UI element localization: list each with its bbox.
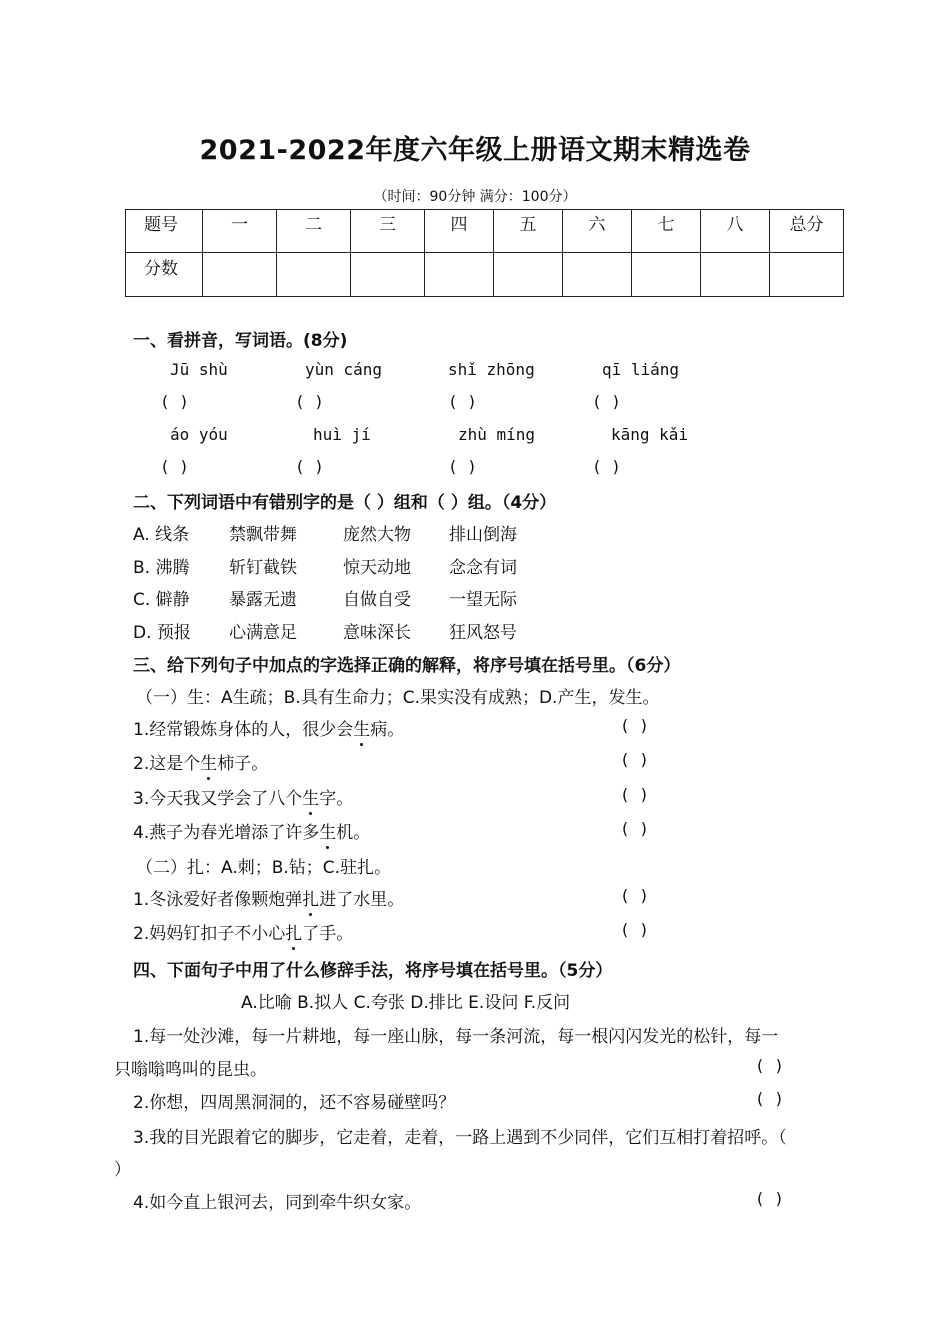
q2-option-c-4: 一望无际 — [449, 590, 517, 610]
q2-option-b-1: B. 沸腾 — [133, 558, 190, 578]
q2-option-b-3: 惊天动地 — [343, 558, 411, 578]
score-table-header-row — [126, 210, 844, 253]
score-blank-cell[interactable] — [632, 253, 701, 297]
q2-option-a-4: 排山倒海 — [449, 525, 517, 545]
pinyin-5: áo yóu — [170, 425, 228, 444]
answer-bracket-6[interactable]: ( ) — [295, 457, 324, 476]
q3-answer-bracket-3[interactable]: ( ) — [620, 785, 649, 804]
answer-bracket-5[interactable]: ( ) — [160, 457, 189, 476]
pinyin-4: qī liáng — [602, 360, 680, 379]
answer-bracket-1[interactable]: ( ) — [160, 392, 189, 411]
score-blank-cell[interactable] — [701, 253, 770, 297]
q2-option-c-1: C. 僻静 — [133, 590, 190, 610]
q3-part2-definitions: （二）扎：A.刺；B.钻；C.驻扎。 — [136, 858, 392, 878]
q2-option-c-2: 暴露无遗 — [229, 590, 297, 610]
pinyin-6: huì jí — [313, 425, 371, 444]
q3-answer-bracket-5[interactable]: ( ) — [620, 886, 649, 905]
q4-heading: 四、下面句子中用了什么修辞手法，将序号填在括号里。（5分） — [133, 961, 613, 981]
dotted-char: 生 — [319, 818, 336, 843]
sentence-text: 3.今天我又学会了八个 — [133, 789, 303, 809]
q3-sentence-1 — [133, 715, 404, 740]
score-blank-cell[interactable] — [277, 253, 351, 297]
pinyin-7: zhù míng — [458, 425, 536, 444]
q2-option-b-4: 念念有词 — [449, 558, 517, 578]
score-header-cell: 七 — [632, 210, 701, 253]
dotted-char: 扎 — [302, 885, 319, 910]
q3-answer-bracket-2[interactable]: ( ) — [620, 750, 649, 769]
score-header-cell: 六 — [563, 210, 632, 253]
exam-info: （时间：90分钟 满分：100分） — [373, 189, 577, 205]
score-blank-cell[interactable] — [351, 253, 425, 297]
q3-sentence-4 — [133, 818, 370, 843]
dotted-char: 生 — [200, 749, 217, 774]
q1-heading: 一、看拼音，写词语。(8分) — [133, 331, 348, 351]
q2-heading: 二、下列词语中有错别字的是（ ）组和（ ）组。（4分） — [133, 493, 557, 513]
page-title: 2021-2022年度六年级上册语文期末精选卷 — [199, 135, 751, 166]
q4-options: A.比喻 B.拟人 C.夸张 D.排比 E.设问 F.反问 — [241, 993, 571, 1013]
q4-sentence-4: 4.如今直上银河去，同到牵牛织女家。 — [133, 1193, 422, 1213]
score-blank-cell[interactable] — [494, 253, 563, 297]
q2-option-b-2: 斩钉截铁 — [229, 558, 297, 578]
sentence-text: 了手。 — [302, 924, 354, 944]
q4-answer-bracket-2[interactable]: ( ) — [755, 1089, 784, 1108]
score-header-cell: 一 — [203, 210, 277, 253]
q3-sentence-5 — [133, 885, 404, 910]
q3-answer-bracket-4[interactable]: ( ) — [620, 819, 649, 838]
score-header-cell: 三 — [351, 210, 425, 253]
answer-bracket-3[interactable]: ( ) — [448, 392, 477, 411]
score-blank-cell[interactable] — [563, 253, 632, 297]
q3-sentence-3 — [133, 784, 353, 809]
answer-bracket-8[interactable]: ( ) — [592, 457, 621, 476]
sentence-text: 1.经常锻炼身体的人，很少会 — [133, 720, 354, 740]
q4-sentence-3-line-2: ） — [114, 1160, 131, 1180]
score-blank-cell[interactable] — [770, 253, 844, 297]
q3-answer-bracket-6[interactable]: ( ) — [620, 920, 649, 939]
q4-sentence-3-line-1: 3.我的目光跟着它的脚步，它走着，走着，一路上遇到不少同伴，它们互相打着招呼。（ — [133, 1128, 787, 1148]
answer-bracket-4[interactable]: ( ) — [592, 392, 621, 411]
sentence-text: 柿子。 — [217, 754, 269, 774]
score-header-cell: 五 — [494, 210, 563, 253]
q4-sentence-1-line-2: 只嗡嗡鸣叫的昆虫。 — [114, 1060, 267, 1080]
q4-sentence-2: 2.你想，四周黑洞洞的，还不容易碰壁吗？ — [133, 1093, 456, 1113]
q2-option-a-3: 庞然大物 — [343, 525, 411, 545]
score-table — [125, 209, 844, 297]
sentence-text: 1.冬泳爱好者像颗炮弹 — [133, 890, 303, 910]
answer-bracket-2[interactable]: ( ) — [295, 392, 324, 411]
sentence-text: 4.燕子为春光增添了许多 — [133, 823, 320, 843]
q2-option-a-1: A. 线条 — [133, 525, 190, 545]
q2-option-d-1: D. 预报 — [133, 623, 191, 643]
q3-part1-definitions: （一）生：A生疏；B.具有生命力；C.果实没有成熟；D.产生，发生。 — [136, 688, 660, 708]
q3-answer-bracket-1[interactable]: ( ) — [620, 716, 649, 735]
sentence-text: 病。 — [370, 720, 405, 740]
score-table-score-row — [126, 253, 844, 297]
score-header-cell: 八 — [701, 210, 770, 253]
score-header-cell: 题号 — [126, 210, 203, 253]
sentence-text: 字。 — [319, 789, 354, 809]
q3-sentence-6 — [133, 919, 353, 944]
pinyin-8: kāng kǎi — [611, 425, 689, 444]
q2-option-d-2: 心满意足 — [229, 623, 297, 643]
answer-bracket-7[interactable]: ( ) — [448, 457, 477, 476]
score-header-cell: 总分 — [770, 210, 844, 253]
pinyin-3: shǐ zhōng — [448, 360, 535, 379]
sentence-text: 2.这是个 — [133, 754, 201, 774]
pinyin-2: yùn cáng — [305, 360, 383, 379]
q3-heading: 三、给下列句子中加点的字选择正确的解释，将序号填在括号里。（6分） — [133, 656, 681, 676]
score-header-cell: 二 — [277, 210, 351, 253]
score-blank-cell[interactable] — [203, 253, 277, 297]
q3-sentence-2 — [133, 749, 268, 774]
score-blank-cell[interactable] — [425, 253, 494, 297]
q2-option-c-3: 自做自受 — [343, 590, 411, 610]
q4-sentence-1-line-1: 1.每一处沙滩，每一片耕地，每一座山脉，每一条河流，每一根闪闪发光的松针，每一 — [133, 1027, 779, 1047]
q2-option-d-4: 狂风怒号 — [449, 623, 517, 643]
q4-answer-bracket-1[interactable]: ( ) — [755, 1056, 784, 1075]
score-row-label: 分数 — [126, 253, 203, 297]
score-header-cell: 四 — [425, 210, 494, 253]
dotted-char: 生 — [353, 715, 370, 740]
q2-option-d-3: 意味深长 — [343, 623, 411, 643]
sentence-text: 2.妈妈钉扣子不小心 — [133, 924, 286, 944]
q4-answer-bracket-4[interactable]: ( ) — [755, 1189, 784, 1208]
sentence-text: 机。 — [336, 823, 371, 843]
dotted-char: 扎 — [285, 919, 302, 944]
pinyin-1: Jū shù — [170, 360, 228, 379]
dotted-char: 生 — [302, 784, 319, 809]
q2-option-a-2: 禁飘带舞 — [229, 525, 297, 545]
sentence-text: 进了水里。 — [319, 890, 405, 910]
